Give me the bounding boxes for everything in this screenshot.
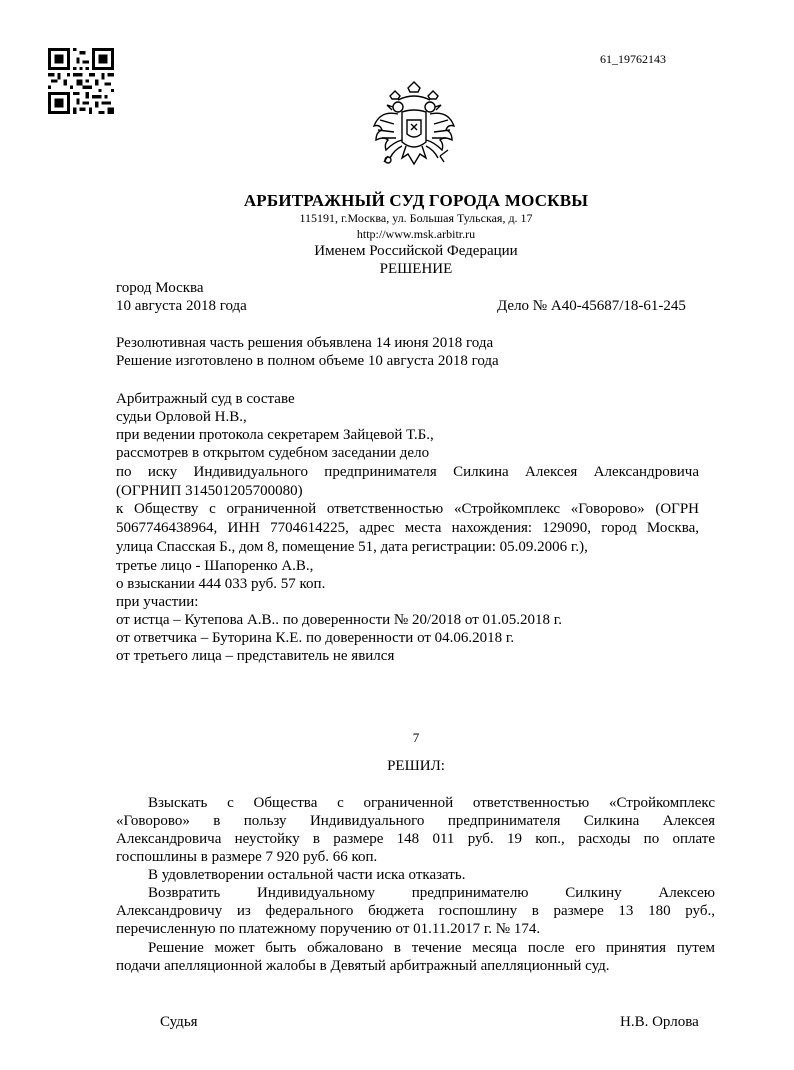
- resolution-line: госпошлины в размере 7 920 руб. 66 коп.: [116, 849, 378, 865]
- resolution-line: Решение может быть обжаловано в течение месяца после его принятия путем: [148, 940, 715, 956]
- resolution-line: Александровичу из федерального бюджета госпошлину в размере 13 180 руб.,: [116, 903, 715, 919]
- prepared-line: Решение изготовлено в полном объеме 10 августа 2018 года: [116, 353, 499, 369]
- judge-role: Судья: [160, 1014, 198, 1030]
- decision-date: 10 августа 2018 года: [116, 298, 247, 314]
- resolution-line: Возвратить Индивидуальному предпринимателю Силкину Алексею: [148, 885, 715, 901]
- in-name-of: Именем Российской Федерации: [314, 243, 518, 259]
- defendant-line: улица Спасская Б., дом 8, помещение 51, дата регистрации: 05.09.2006 г.),: [116, 539, 588, 555]
- resolution-line: перечисленную по платежному поручению от 01.11.2017 г. № 174.: [116, 921, 541, 937]
- city: город Москва: [116, 280, 204, 296]
- coat-of-arms-emblem: [368, 80, 460, 174]
- resolution-line: подачи апелляционной жалобы в Девятый арбитражный апелляционный суд.: [116, 958, 610, 974]
- intro-line: рассмотрев в открытом судебном заседании дело: [116, 445, 430, 461]
- decision-title: РЕШЕНИЕ: [379, 261, 453, 277]
- resolution-line: Взыскать с Общества с ограниченной ответственностью «Стройкомплекс: [148, 795, 715, 811]
- intro-line: о взыскании 444 033 руб. 57 коп.: [116, 576, 326, 592]
- intro-line: судьи Орловой Н.В.,: [116, 409, 247, 425]
- intro-line: от ответчика – Буторина К.Е. по доверенности от 04.06.2018 г.: [116, 630, 515, 646]
- case-number: Дело № А40-45687/18-61-245: [497, 298, 686, 314]
- qr-code: [48, 48, 114, 114]
- resolution-line: «Говорово» в пользу Индивидуального предпринимателя Силкина Алексея: [116, 813, 715, 829]
- intro-line: при ведении протокола секретарем Зайцевой Т.Б.,: [116, 427, 434, 443]
- intro-line: Арбитражный суд в составе: [116, 391, 295, 407]
- announced-line: Резолютивная часть решения объявлена 14 июня 2018 года: [116, 335, 494, 351]
- court-website: http://www.msk.arbitr.ru: [356, 227, 476, 241]
- document-id: 61_19762143: [600, 52, 666, 66]
- intro-line: при участии:: [116, 594, 199, 610]
- page-number: 7: [412, 730, 420, 745]
- resolution-line: Александровича неустойку в размере 148 011 руб. 19 коп., расходы по оплате: [116, 831, 715, 847]
- claim-line: (ОГРНИП 314501205700080): [116, 483, 303, 499]
- resolved-title: РЕШИЛ:: [387, 758, 445, 774]
- claim-line: по иску Индивидуального предпринимателя Силкина Алексея Александровича: [116, 464, 699, 480]
- judge-name: Н.В. Орлова: [620, 1014, 699, 1030]
- intro-line: от истца – Кутепова А.В.. по доверенности № 20/2018 от 01.05.2018 г.: [116, 612, 562, 628]
- court-name: АРБИТРАЖНЫЙ СУД ГОРОДА МОСКВЫ: [243, 191, 589, 210]
- intro-line: третье лицо - Шапоренко А.В.,: [116, 558, 314, 574]
- court-address: 115191, г.Москва, ул. Большая Тульская, д. 17: [299, 211, 533, 225]
- resolution-line: В удовлетворении остальной части иска отказать.: [148, 867, 466, 883]
- defendant-line: к Обществу с ограниченной ответственностью «Стройкомплекс «Говорово» (ОГРН: [116, 501, 699, 517]
- defendant-line: 5067746438964, ИНН 7704614225, адрес места нахождения: 129090, город Москва,: [116, 520, 699, 536]
- intro-line: от третьего лица – представитель не явился: [116, 648, 395, 664]
